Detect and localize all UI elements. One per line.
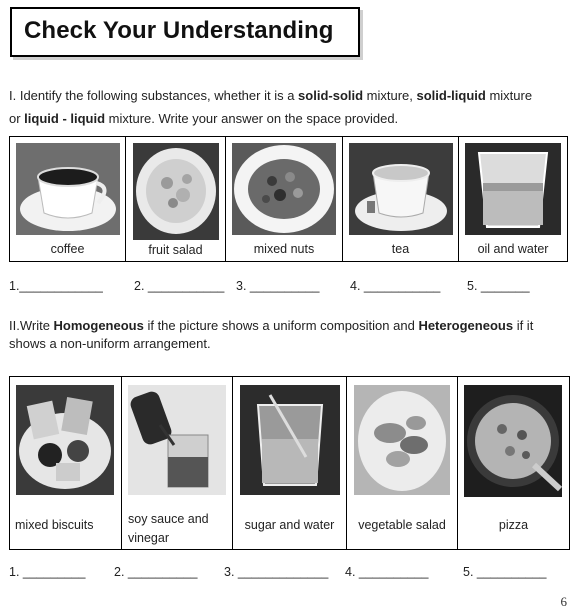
- part1-text: or: [9, 111, 25, 126]
- picture-cell-fruit-salad: [126, 137, 226, 261]
- item-label-fruit-salad: fruit salad: [148, 243, 203, 257]
- item-label-oil-and-water: oil and water: [477, 242, 549, 256]
- part2-text: II.Write: [9, 318, 54, 333]
- answer-blank[interactable]: 4. __________: [345, 565, 429, 579]
- part1-answer-row: [9, 279, 569, 295]
- item-label-vegetable-salad: vegetable salad: [358, 518, 446, 532]
- part2-text: if the picture shows a uniform composition and: [143, 318, 419, 333]
- tea-photo: [349, 143, 453, 235]
- answer-blank[interactable]: 3. _____________: [224, 565, 329, 579]
- picture-cell-soy-sauce-and-vinegar: [122, 377, 233, 549]
- part1-text: mixture,: [363, 88, 417, 103]
- mixed-biscuits-photo: [16, 385, 114, 495]
- picture-cell-vegetable-salad: [347, 377, 458, 549]
- fruit-salad-photo: [133, 143, 219, 240]
- answer-blank[interactable]: 5. _______: [467, 279, 530, 293]
- part1-text: mixture. Write your answer on the space provided.: [105, 111, 399, 126]
- title-box: [10, 7, 360, 57]
- part2-instruction-line2: shows a non-uniform arrangement.: [9, 336, 211, 351]
- picture-cell-coffee: [10, 137, 126, 261]
- part2-heterogeneous: Heterogeneous: [418, 318, 514, 333]
- answer-blank[interactable]: 4. ___________: [350, 279, 441, 293]
- answer-blank[interactable]: 1.____________: [9, 279, 103, 293]
- picture-cell-tea: [343, 137, 459, 261]
- item-label-coffee: coffee: [50, 242, 85, 256]
- item-label-mixed-biscuits: mixed biscuits: [15, 518, 94, 532]
- part1-instruction-line1: [9, 84, 532, 107]
- item-label-tea: tea: [391, 242, 410, 256]
- part1-text: I. Identify the following substances, whether it is a: [9, 88, 299, 103]
- part1-solid-solid: solid-solid: [298, 88, 364, 103]
- answer-blank[interactable]: 5. __________: [463, 565, 547, 579]
- item-label-sugar-and-water: sugar and water: [244, 518, 335, 532]
- picture-cell-oil-and-water: [459, 137, 567, 261]
- part1-instruction-line2: [9, 107, 398, 130]
- part2-homogeneous: Homogeneous: [53, 318, 144, 333]
- item-label-pizza: pizza: [498, 518, 529, 532]
- part2-answer-row: [9, 565, 569, 581]
- answer-blank[interactable]: 2. __________: [114, 565, 198, 579]
- answer-blank[interactable]: 3. __________: [236, 279, 320, 293]
- vegetable-salad-photo: [354, 385, 450, 495]
- picture-cell-sugar-and-water: [233, 377, 347, 549]
- sugar-and-water-photo: [240, 385, 340, 495]
- part2-picture-table: [9, 376, 570, 550]
- soy-sauce-and-vinegar-photo: [128, 385, 226, 495]
- picture-cell-pizza: [458, 377, 569, 549]
- page-title: Check Your Understanding: [24, 17, 334, 44]
- part1-text: mixture: [485, 88, 533, 103]
- mixed-nuts-photo: [232, 143, 336, 235]
- picture-cell-mixed-biscuits: [10, 377, 122, 549]
- part1-picture-table: [9, 136, 568, 262]
- answer-blank[interactable]: 2. ___________: [134, 279, 225, 293]
- part2-instruction-line1: [9, 317, 533, 335]
- part2-text: if it: [513, 318, 534, 333]
- part1-liquid-liquid: liquid - liquid: [24, 111, 106, 126]
- part1-solid-liquid: solid-liquid: [416, 88, 486, 103]
- coffee-photo: [16, 143, 120, 235]
- item-label-soy-sauce-and-vinegar: soy sauce and vinegar: [128, 512, 209, 545]
- picture-cell-mixed-nuts: [226, 137, 343, 261]
- oil-and-water-photo: [465, 143, 561, 235]
- item-label-mixed-nuts: mixed nuts: [253, 242, 315, 256]
- answer-blank[interactable]: 1. _________: [9, 565, 86, 579]
- page-number: 6: [560, 594, 567, 609]
- pizza-photo: [464, 385, 562, 497]
